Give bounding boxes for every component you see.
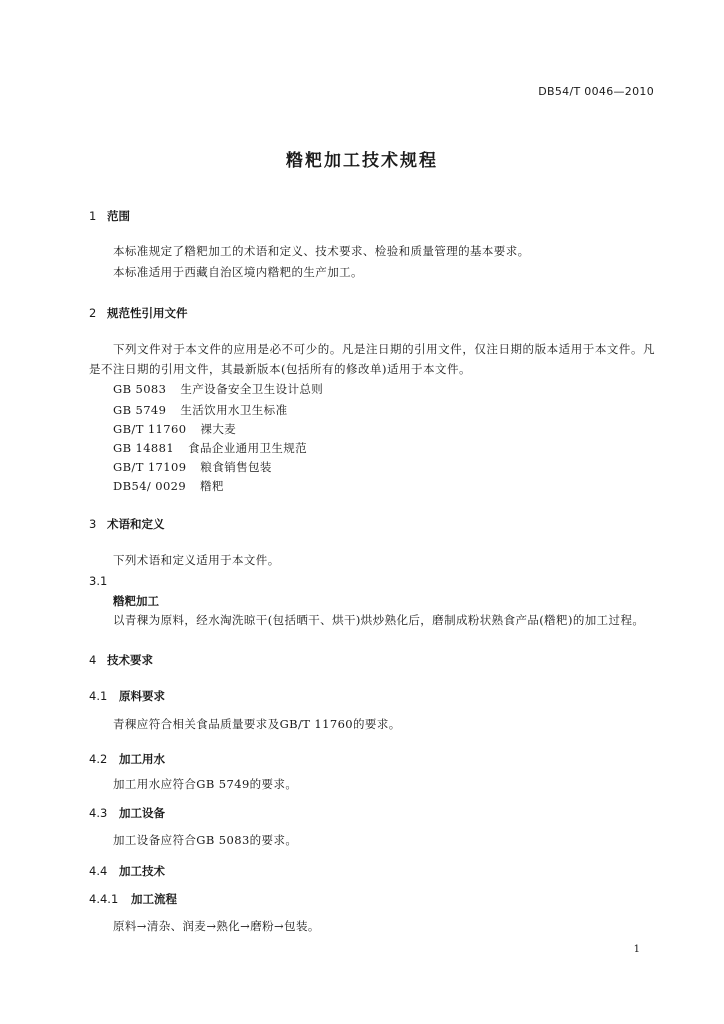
reference-item <box>113 459 272 475</box>
section-number: 3 <box>89 517 97 531</box>
reference-code: GB 5749 <box>113 403 167 417</box>
section-2-heading <box>89 305 188 321</box>
document-title: 糌粑加工技术规程 <box>286 151 438 171</box>
section-4-heading <box>89 652 153 668</box>
process-water-text: 加工用水应符合GB 5749的要求。 <box>113 777 298 791</box>
term-number: 3.1 <box>89 574 108 588</box>
reference-code: GB/T 11760 <box>113 422 187 436</box>
section-number: 2 <box>89 306 97 320</box>
subsection-4-4-heading <box>89 863 165 879</box>
reference-name: 粮食销售包装 <box>200 460 272 474</box>
reference-code: DB54/ 0029 <box>113 479 187 493</box>
reference-code: GB/T 17109 <box>113 460 187 474</box>
section-title: 术语和定义 <box>107 517 165 531</box>
subsection-title: 原料要求 <box>119 689 165 703</box>
section-1-heading <box>89 208 130 224</box>
reference-item <box>113 421 236 437</box>
section-title: 范围 <box>107 209 130 223</box>
subsection-number: 4.4.1 <box>89 892 119 906</box>
reference-item <box>113 381 323 397</box>
term-definition: 以青稞为原料，经水淘洗晾干(包括晒干、烘干)烘炒熟化后，磨制成粉状熟食产品(糌粑)的加工过程。 <box>113 613 645 627</box>
subsection-title: 加工技术 <box>119 864 165 878</box>
reference-name: 生活饮用水卫生标准 <box>180 403 288 417</box>
references-intro: 下列文件对于本文件的应用是必不可少的。凡是注日期的引用文件，仅注日期的版本适用于本文件。凡是不注日期的引用文件，其最新版本(包括所有的修改单)适用于本文件。 <box>89 342 655 376</box>
reference-name: 糌粑 <box>200 479 224 493</box>
section-3-heading <box>89 516 165 532</box>
term-name: 糌粑加工 <box>113 594 159 608</box>
subsection-4-1-heading <box>89 688 165 704</box>
scope-paragraph-1: 本标准规定了糌粑加工的术语和定义、技术要求、检验和质量管理的基本要求。 <box>113 244 530 258</box>
subsection-title: 加工设备 <box>119 806 165 820</box>
section-title: 技术要求 <box>107 653 153 667</box>
equipment-text: 加工设备应符合GB 5083的要求。 <box>113 833 298 847</box>
reference-item <box>113 478 224 494</box>
section-number: 4 <box>89 653 97 667</box>
subsection-4-2-heading <box>89 751 165 767</box>
reference-item <box>113 402 287 418</box>
scope-paragraph-2: 本标准适用于西藏自治区境内糌粑的生产加工。 <box>113 265 363 279</box>
subsection-number: 4.1 <box>89 689 108 703</box>
reference-code: GB 14881 <box>113 441 175 455</box>
reference-name: 食品企业通用卫生规范 <box>188 441 308 455</box>
terms-intro: 下列术语和定义适用于本文件。 <box>113 553 280 567</box>
process-flow-text: 原料→清杂、润麦→熟化→磨粉→包装。 <box>113 919 320 933</box>
raw-material-text: 青稞应符合相关食品质量要求及GB/T 11760的要求。 <box>113 717 401 731</box>
section-title: 规范性引用文件 <box>107 306 188 320</box>
subsection-number: 4.3 <box>89 806 108 820</box>
subsection-title: 加工用水 <box>119 752 165 766</box>
subsection-title: 加工流程 <box>131 892 177 906</box>
subsection-4-3-heading <box>89 805 165 821</box>
section-number: 1 <box>89 209 97 223</box>
subsection-4-4-1-heading <box>89 891 177 907</box>
reference-item <box>113 440 307 456</box>
subsection-number: 4.4 <box>89 864 108 878</box>
reference-code: GB 5083 <box>113 382 167 396</box>
reference-name: 生产设备安全卫生设计总则 <box>180 382 324 396</box>
subsection-number: 4.2 <box>89 752 108 766</box>
page-number: 1 <box>633 944 640 955</box>
reference-name: 裸大麦 <box>200 422 237 436</box>
standard-code: DB54/T 0046—2010 <box>538 85 654 98</box>
